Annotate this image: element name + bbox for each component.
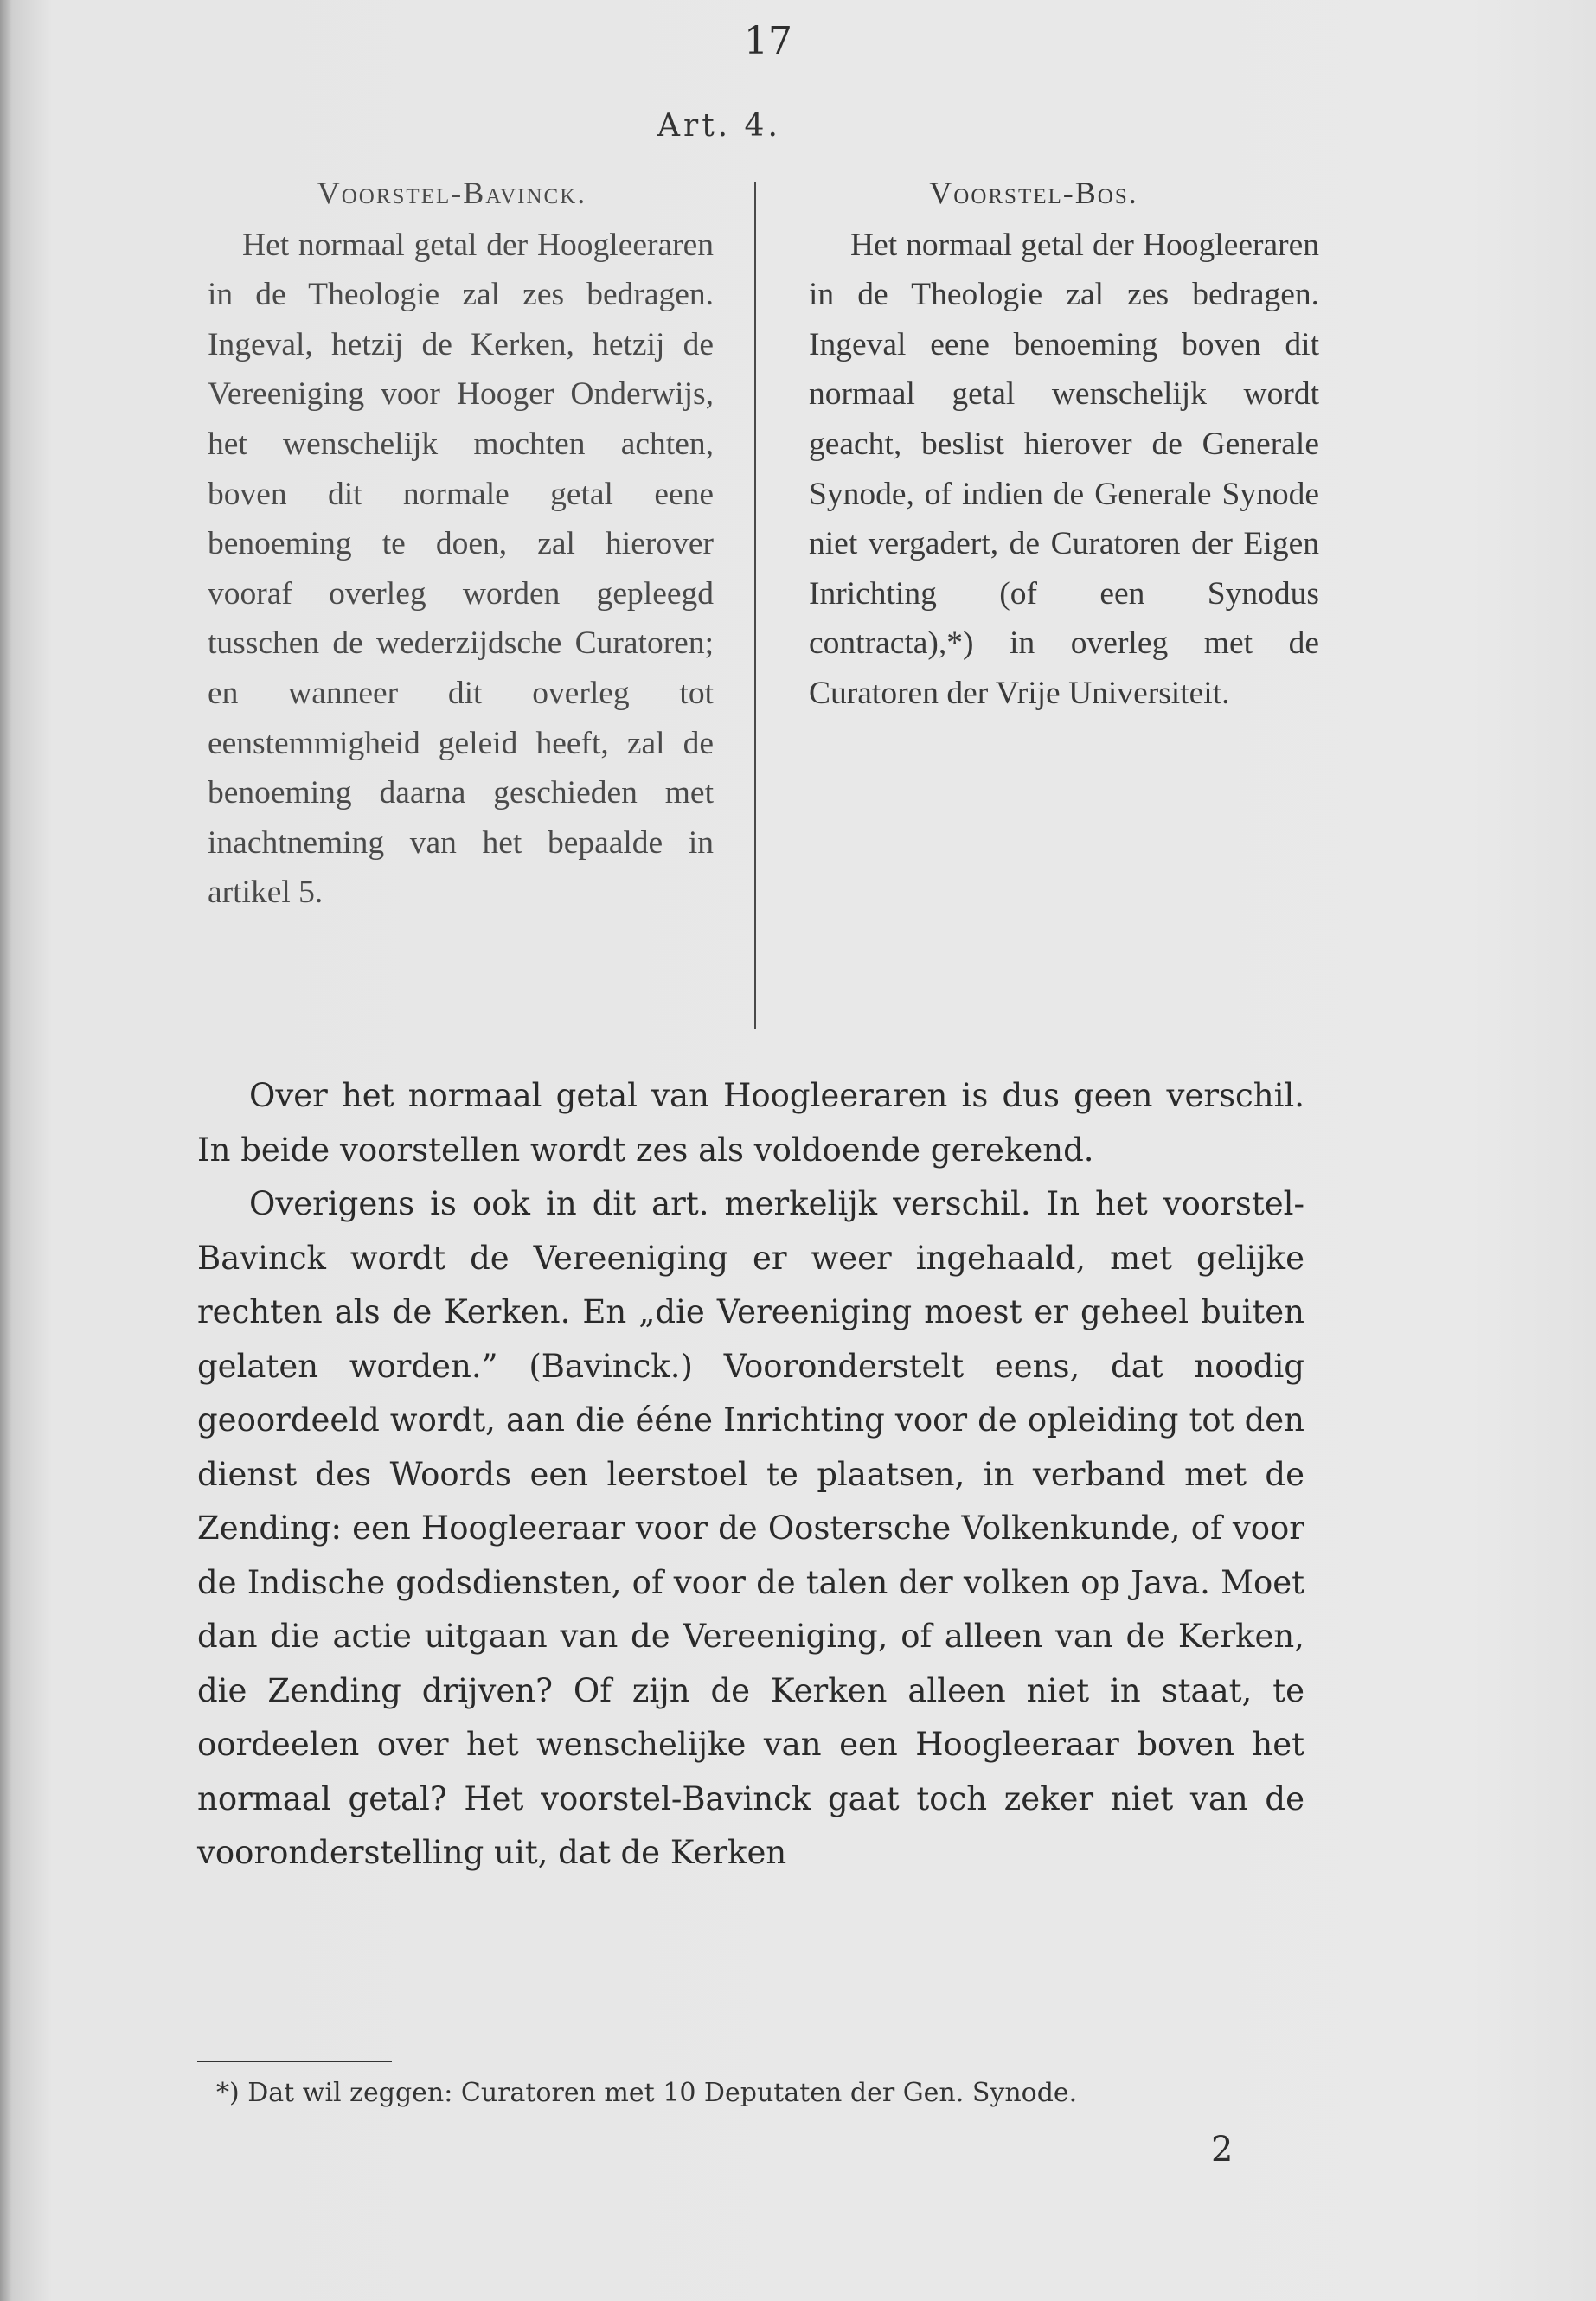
page-number-bottom: 2 bbox=[1211, 2130, 1234, 2170]
left-column-text: Het normaal getal der Hoogleeraren in de Theologie zal zes bedragen. Ingeval, hetzij de Kerken, hetzij de Vereeniging voor Hooger Onderwijs, het wenschelijk mochten achten, boven dit normale getal eene benoeming te doen, zal hierover vooraf overleg worden gepleegd tusschen de wederzijdsche Curatoren; en wanneer dit overleg tot eenstemmigheid geleid heeft, zal de benoeming daarna geschieden met inachtneming van het bepaalde in artikel 5. bbox=[208, 227, 714, 911]
footnote: *) Dat wil zeggen: Curatoren met 10 Deputaten der Gen. Synode. bbox=[216, 2078, 1078, 2108]
right-column-text: Het normaal getal der Hoogleeraren in de Theologie zal zes bedragen. Ingeval eene benoeming boven dit normaal getal wenschelijk wordt geacht, beslist hierover de Generale Synode, of indien de Generale Synode niet vergadert, de Curatoren der Eigen Inrichting (of een Synodus contracta),*) in overleg met de Curatoren der Vrije Universiteit. bbox=[809, 227, 1319, 711]
article-heading: Art. 4. bbox=[657, 108, 781, 144]
page-number-top: 17 bbox=[744, 19, 792, 63]
left-column-title: Voorstel-Bavinck. bbox=[317, 176, 587, 210]
body-text bbox=[197, 1069, 1304, 1881]
body-paragraph-1: Over het normaal getal van Hoogleeraren is dus geen verschil. In beide voorstellen wordt zes als voldoende gerekend. bbox=[197, 1077, 1304, 1169]
column-divider bbox=[754, 182, 756, 1029]
body-paragraph-2: Overigens is ook in dit art. merkelijk verschil. In het voorstel-Bavinck wordt de Vereeniging er weer ingehaald, met gelijke rechten als de Kerken. En „die Vereeniging moest er geheel buiten gelaten worden.” (Bavinck.) Vooronderstelt eens, dat noodig geoordeeld wordt, aan die ééne Inrichting voor de opleiding tot den dienst des Woords een leerstoel te plaatsen, in verband met de Zending: een Hoogleeraar voor de Oostersche Volkenkunde, of voor de Indische godsdiensten, of voor de talen der volken op Java. Moet dan die actie uitgaan van de Vereeniging, of alleen van de Kerken, die Zending drijven? Of zijn de Kerken alleen niet in staat, te oordeelen over het wenschelijke van een Hoogleeraar boven het normaal getal? Het voorstel-Bavinck gaat toch zeker niet van de vooronderstelling uit, dat de Kerken bbox=[197, 1185, 1304, 1871]
right-column bbox=[809, 169, 1319, 719]
right-column-title: Voorstel-Bos. bbox=[929, 176, 1138, 210]
footnote-rule bbox=[197, 2061, 392, 2062]
left-column bbox=[208, 169, 714, 918]
